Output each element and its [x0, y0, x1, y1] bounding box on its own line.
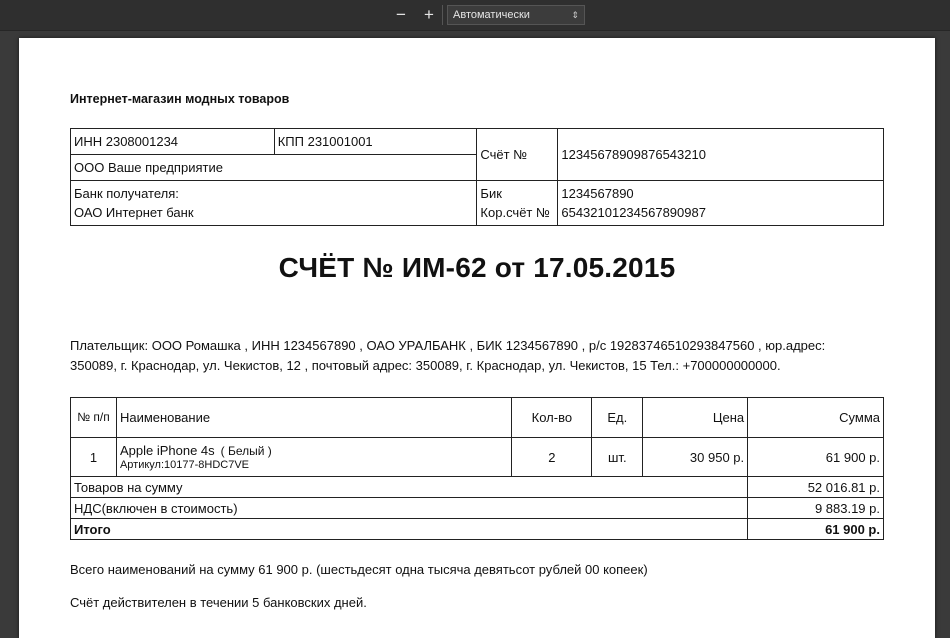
row-unit: шт. — [592, 438, 643, 477]
corr-account-label: Кор.счёт № — [480, 205, 550, 220]
total-row — [71, 519, 884, 540]
viewer-toolbar — [0, 0, 950, 31]
seller-name: Интернет-магазин модных товаров — [70, 92, 290, 106]
subtotal-row — [71, 477, 884, 498]
toolbar-divider — [442, 5, 443, 25]
row-num: 1 — [71, 438, 117, 477]
subtotal-value: 52 016.81 р. — [748, 477, 884, 498]
row-qty: 2 — [512, 438, 592, 477]
row-price: 30 950 р. — [643, 438, 748, 477]
row-name-cell — [116, 438, 511, 477]
invoice-page — [19, 38, 935, 638]
subtotal-label: Товаров на сумму — [71, 477, 748, 498]
recipient-bank-name: ОАО Интернет банк — [74, 205, 194, 220]
zoom-select-value: Автоматически — [453, 9, 530, 21]
bik-corr-labels — [477, 181, 558, 226]
seller-kpp: КПП 231001001 — [274, 129, 477, 155]
recipient-bank — [71, 181, 477, 226]
seller-inn: ИНН 2308001234 — [71, 129, 275, 155]
validity-note: Счёт действителен в течении 5 банковских дней. — [70, 595, 367, 610]
total-in-words: Всего наименований на сумму 61 900 р. (шестьдесят одна тысяча девятьсот рублей 00 копеек) — [70, 562, 648, 577]
bik-corr-values — [558, 181, 884, 226]
items-table — [70, 397, 884, 540]
header-name: Наименование — [116, 398, 511, 438]
row-sum: 61 900 р. — [748, 438, 884, 477]
product-name: Apple iPhone 4s — [119, 443, 215, 458]
bik-label: Бик — [480, 186, 502, 201]
account-number: 12345678909876543210 — [558, 129, 884, 181]
product-article: Артикул:10177-8HDC7VE — [119, 459, 250, 471]
payer-details: Плательщик: ООО Ромашка , ИНН 1234567890 , ОАО УРАЛБАНК , БИК 1234567890 , р/с 19283746510293847560 , юр.адрес: 350089, г. Краснодар, ул. Чекистов, 12 , почтовый адрес: 350089, г. Краснодар, ул. Чекистов, 15 Тел.: +700000000000. — [70, 338, 826, 373]
header-qty: Кол-во — [512, 398, 592, 438]
table-row — [71, 438, 884, 477]
bik-value: 1234567890 — [561, 186, 634, 201]
header-unit: Ед. — [592, 398, 643, 438]
account-label: Счёт № — [477, 129, 558, 181]
product-color: ( Белый ) — [220, 444, 272, 458]
vat-value: 9 883.19 р. — [748, 498, 884, 519]
corr-account-value: 65432101234567890987 — [561, 205, 706, 220]
header-num: № п/п — [71, 398, 117, 438]
header-sum: Сумма — [748, 398, 884, 438]
zoom-out-button[interactable]: − — [396, 5, 406, 24]
zoom-select[interactable] — [447, 5, 585, 25]
seller-organization: ООО Ваше предприятие — [71, 155, 477, 181]
total-value: 61 900 р. — [748, 519, 884, 540]
header-price: Цена — [643, 398, 748, 438]
bank-details-table — [70, 128, 884, 226]
invoice-title: СЧЁТ № ИМ-62 от 17.05.2015 — [278, 252, 676, 283]
vat-label: НДС(включен в стоимость) — [71, 498, 748, 519]
vat-row — [71, 498, 884, 519]
recipient-bank-label: Банк получателя: — [74, 186, 179, 201]
updown-arrow-icon: ⇕ — [571, 10, 579, 20]
zoom-in-button[interactable]: + — [424, 5, 434, 24]
items-header-row — [71, 398, 884, 438]
total-label: Итого — [71, 519, 748, 540]
